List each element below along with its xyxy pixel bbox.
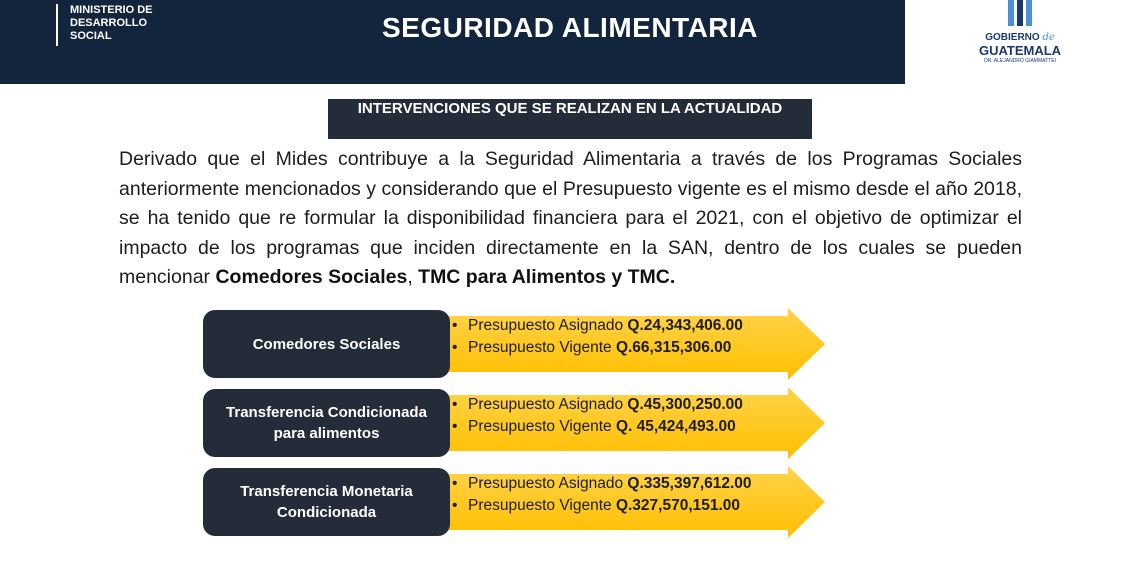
logo-line-government — [965, 32, 1075, 43]
flag-emblem-icon — [1005, 0, 1035, 30]
logo-word-guatemala: GUATEMALA — [978, 43, 1062, 58]
intro-text: Derivado que el Mides contribuye a la Seguridad Alimentaria a través de los Programas Sociales anteriormente mencionados y considerando que el Presupuesto vigente es el mismo desde el año 2018, se ha tenido que re formular la disponibilidad financiera para el 2021, con el objetivo de optimizar el impacto de los programas que inciden directamente en la SAN, dentro de los cuales se pueden mencionar — [119, 148, 1022, 289]
bullet-icon: • — [452, 497, 458, 514]
bullet-icon: • — [452, 418, 458, 435]
bullet-icon: • — [452, 317, 458, 334]
budget-list — [452, 394, 812, 438]
program-name-box: Comedores Sociales — [203, 310, 450, 378]
budget-assigned-value: Q.45,300,250.00 — [627, 396, 743, 413]
logo-president-name: DR. ALEJANDRO GIAMMATTEI — [984, 58, 1056, 64]
budget-list — [452, 473, 812, 517]
budget-current — [452, 416, 812, 438]
budget-assigned — [452, 394, 812, 416]
budget-current-label: Presupuesto Vigente — [468, 497, 616, 514]
budget-assigned-value: Q.335,397,612.00 — [627, 475, 752, 492]
ministry-name: MINISTERIO DE DESARROLLO SOCIAL — [70, 4, 153, 42]
bullet-icon: • — [452, 396, 458, 413]
program-row-comedores — [0, 308, 1140, 380]
budget-assigned-label: Presupuesto Asignado — [468, 475, 628, 492]
budget-current-label: Presupuesto Vigente — [468, 339, 616, 356]
budget-current-value: Q.327,570,151.00 — [615, 497, 741, 514]
budget-current-label: Presupuesto Vigente — [468, 418, 616, 435]
header-bar — [0, 0, 905, 84]
budget-assigned-value: Q.24,343,406.00 — [627, 317, 743, 334]
program-name-box: Transferencia Monetaria Condicionada — [203, 468, 450, 536]
section-banner: INTERVENCIONES QUE SE REALIZAN EN LA ACTUALIDAD — [328, 99, 812, 139]
logo-word-gobierno: GOBIERNO — [985, 32, 1040, 43]
budget-current-value: Q. 45,424,493.00 — [615, 418, 736, 435]
budget-current — [452, 495, 812, 517]
budget-assigned — [452, 315, 812, 337]
page-title: SEGURIDAD ALIMENTARIA — [381, 12, 759, 43]
budget-current — [452, 337, 812, 359]
program-row-tmc — [0, 466, 1140, 538]
intro-highlight-tmc: TMC para Alimentos y TMC. — [418, 266, 676, 289]
logo-word-de: de — [1042, 32, 1055, 43]
bullet-icon: • — [452, 339, 458, 356]
bullet-icon: • — [452, 475, 458, 492]
budget-assigned-label: Presupuesto Asignado — [468, 396, 628, 413]
intro-highlight-comedores: Comedores Sociales — [215, 266, 408, 289]
program-name-box: Transferencia Condicionada para alimentos — [203, 389, 450, 457]
intro-separator: , — [407, 266, 419, 289]
government-logo — [965, 0, 1075, 70]
budget-assigned — [452, 473, 812, 495]
budget-current-value: Q.66,315,306.00 — [615, 339, 732, 356]
intro-paragraph — [119, 145, 1022, 293]
budget-list — [452, 315, 812, 359]
program-row-tmc-alimentos — [0, 387, 1140, 459]
budget-assigned-label: Presupuesto Asignado — [468, 317, 628, 334]
ministry-divider — [56, 4, 58, 46]
